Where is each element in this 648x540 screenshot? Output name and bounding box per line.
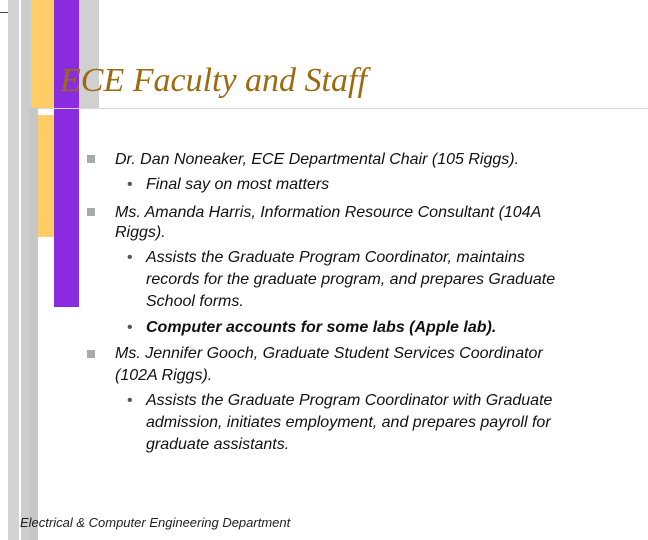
bullet-square-icon — [87, 350, 95, 358]
decor-orange-block-top — [31, 0, 54, 108]
subitem-line: Assists the Graduate Program Coordinator with Graduate — [146, 392, 553, 409]
item-line: (102A Riggs). — [115, 367, 213, 384]
bullet-square-icon — [87, 155, 95, 163]
subitem-line: records for the graduate program, and prepares Graduate — [146, 271, 556, 288]
sub-bullet-dot: • — [127, 176, 133, 193]
decor-gray-strip-mid — [29, 108, 38, 540]
sub-bullet-dot: • — [127, 392, 133, 409]
decor-gray-bar-tall — [8, 0, 19, 540]
subitem-line: Final say on most matters — [146, 176, 330, 193]
item-line: Riggs). — [115, 224, 166, 241]
sub-bullet-dot: • — [127, 249, 133, 266]
sub-bullet-dot: • — [127, 319, 133, 336]
item-line: Ms. Amanda Harris, Information Resource Consultant (104A — [115, 204, 542, 221]
title-divider — [38, 108, 648, 109]
subitem-line: admission, initiates employment, and prepares payroll for — [146, 414, 551, 431]
decor-dash — [0, 12, 8, 13]
item-line: Ms. Jennifer Gooch, Graduate Student Services Coordinator — [115, 345, 543, 362]
decor-orange-block-mid — [38, 115, 54, 237]
slide-title: ECE Faculty and Staff — [60, 62, 367, 99]
decor-purple-bar — [54, 0, 79, 307]
item-line: Dr. Dan Noneaker, ECE Departmental Chair (105 Riggs). — [115, 151, 520, 168]
subitem-line: Computer accounts for some labs (Apple lab). — [146, 319, 497, 336]
subitem-line: School forms. — [146, 293, 244, 310]
subitem-line: Assists the Graduate Program Coordinator, maintains — [146, 249, 525, 266]
bullet-square-icon — [87, 208, 95, 216]
footer-department: Electrical & Computer Engineering Department — [20, 515, 291, 530]
subitem-line: graduate assistants. — [146, 436, 290, 453]
